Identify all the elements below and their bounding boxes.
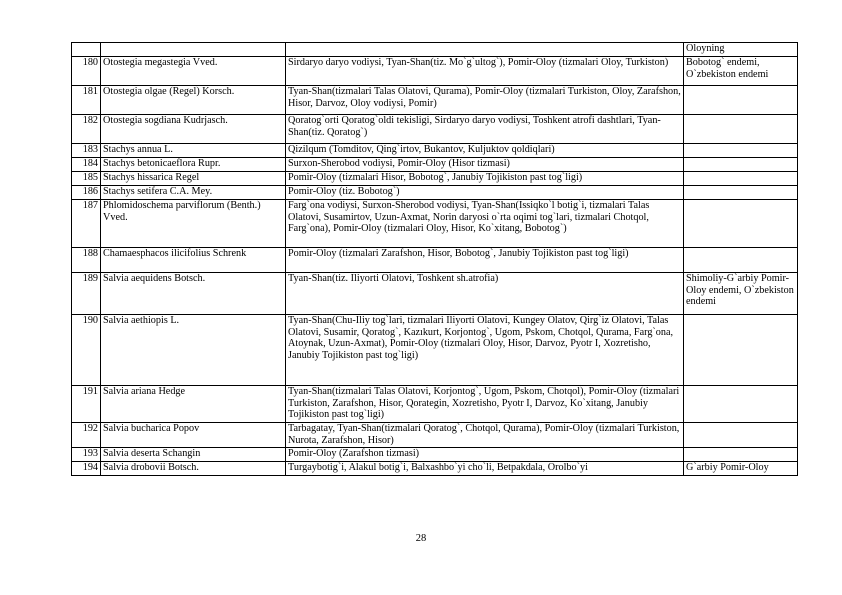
table-row <box>72 462 798 476</box>
distribution-cell: Tyan-Shan(Chu-Iliy tog`lari, tizmalari Iliyorti Olatovi, Kungey Olatov, Qirg`iz Olatovi, Talas Olatovi, Susamir, Qoratog`, Kazıkurt, Korjontog`, Ugom, Pskom, Chotqol, Qurama, Farg`ona, Atoynak, Uzun-Axmat), Pomir-Oloy (tizmalari Oloy, Hisor, Darvoz, Pyotr I, Xozretisho, Janubiy Tojikiston past tog`ligi) <box>286 315 684 386</box>
distribution-cell: Pomir-Oloy (tizmalari Hisor, Bobotog`, Janubiy Tojikiston past tog`ligi) <box>286 172 684 186</box>
table-row <box>72 115 798 144</box>
header-cell-note: Oloyning <box>684 43 798 57</box>
row-number-cell: 189 <box>72 273 101 315</box>
header-cell-distribution <box>286 43 684 57</box>
endemic-note-cell <box>684 248 798 273</box>
distribution-cell: Tyan-Shan(tiz. Iliyorti Olatovi, Toshkent sh.atrofia) <box>286 273 684 315</box>
table-row <box>72 144 798 158</box>
species-name-cell: Otostegia megastegia Vved. <box>101 57 286 86</box>
species-name-cell: Stachys annua L. <box>101 144 286 158</box>
distribution-cell: Surxon-Sherobod vodiysi, Pomir-Oloy (Hisor tizmasi) <box>286 158 684 172</box>
header-cell-number <box>72 43 101 57</box>
row-number-cell: 192 <box>72 423 101 448</box>
species-name-cell: Salvia ariana Hedge <box>101 386 286 423</box>
table-row <box>72 158 798 172</box>
table-row <box>72 315 798 386</box>
distribution-cell: Tyan-Shan(tizmalari Talas Olatovi, Korjontog`, Ugom, Pskom, Chotqol), Pomir-Oloy (tizmalari Turkiston, Zarafshon, Hisor, Qorategin, Xozretisho, Pyotr I, Darvoz, Ko`xitang, Janubiy Tojikiston past tog`ligi) <box>286 386 684 423</box>
distribution-cell: Tarbagatay, Tyan-Shan(tizmalari Qoratog`, Chotqol, Qurama), Pomir-Oloy (tizmalari Turkiston, Nurota, Zarafshon, Hisor) <box>286 423 684 448</box>
table-row <box>72 200 798 248</box>
species-name-cell: Salvia deserta Schangin <box>101 448 286 462</box>
species-table <box>71 42 798 476</box>
row-number-cell: 194 <box>72 462 101 476</box>
table-row <box>72 273 798 315</box>
row-number-cell: 185 <box>72 172 101 186</box>
row-number-cell: 180 <box>72 57 101 86</box>
row-number-cell: 193 <box>72 448 101 462</box>
distribution-cell: Tyan-Shan(tizmalari Talas Olatovi, Qurama), Pomir-Oloy (tizmalari Turkiston, Oloy, Zarafshon, Hisor, Darvoz, Oloy vodiysi, Pomir) <box>286 86 684 115</box>
row-number-cell: 188 <box>72 248 101 273</box>
distribution-cell: Qoratog`orti Qoratog`oldi tekisligi, Sirdaryo daryo vodiysi, Toshkent atrofi dashtlari, Tyan-Shan(tiz. Qoratog`) <box>286 115 684 144</box>
endemic-note-cell: Bobotog` endemi, O`zbekiston endemi <box>684 57 798 86</box>
endemic-note-cell <box>684 315 798 386</box>
species-name-cell: Salvia aequidens Botsch. <box>101 273 286 315</box>
endemic-note-cell <box>684 158 798 172</box>
distribution-cell: Turgaybotig`i, Alakul botig`i, Balxashbo`yi cho`li, Betpakdala, Orolbo`yi <box>286 462 684 476</box>
endemic-note-cell <box>684 172 798 186</box>
header-cell-species <box>101 43 286 57</box>
distribution-cell: Pomir-Oloy (tizmalari Zarafshon, Hisor, Bobotog`, Janubiy Tojikiston past tog`ligi) <box>286 248 684 273</box>
endemic-note-cell <box>684 200 798 248</box>
table-row <box>72 386 798 423</box>
endemic-note-cell <box>684 423 798 448</box>
row-number-cell: 184 <box>72 158 101 172</box>
table-row <box>72 57 798 86</box>
endemic-note-cell <box>684 386 798 423</box>
table-header-row <box>72 43 798 57</box>
table-row <box>72 423 798 448</box>
endemic-note-cell <box>684 186 798 200</box>
species-name-cell: Chamaesphacos ilicifolius Schrenk <box>101 248 286 273</box>
table-row <box>72 248 798 273</box>
species-name-cell: Salvia drobovii Botsch. <box>101 462 286 476</box>
species-name-cell: Otostegia olgae (Regel) Korsch. <box>101 86 286 115</box>
species-name-cell: Stachys betonicaeflora Rupr. <box>101 158 286 172</box>
endemic-note-cell <box>684 115 798 144</box>
distribution-cell: Sirdaryo daryo vodiysi, Tyan-Shan(tiz. Mo`g`ultog`), Pomir-Oloy (tizmalari Oloy, Turkiston) <box>286 57 684 86</box>
species-name-cell: Salvia aethiopis L. <box>101 315 286 386</box>
endemic-note-cell <box>684 86 798 115</box>
row-number-cell: 183 <box>72 144 101 158</box>
table-row <box>72 186 798 200</box>
table-body <box>72 43 798 476</box>
table-row <box>72 448 798 462</box>
species-name-cell: Stachys hissarica Regel <box>101 172 286 186</box>
page-number: 28 <box>415 533 427 544</box>
row-number-cell: 190 <box>72 315 101 386</box>
endemic-note-cell: Shimoliy-G`arbiy Pomir-Oloy endemi, O`zbekiston endemi <box>684 273 798 315</box>
distribution-cell: Pomir-Oloy (Zarafshon tizmasi) <box>286 448 684 462</box>
distribution-cell: Farg`ona vodiysi, Surxon-Sherobod vodiysi, Tyan-Shan(Issiqko`l botig`i, tizmalari Talas Olatovi, Susamirtov, Uzun-Axmat, Norin daryosi o`rta oqimi tog`lari, tizmalari Chotqol, Farg`ona), Pomir-Oloy (tizmalari Oloy, Hisor, Ko`xitang, Bobotog`) <box>286 200 684 248</box>
species-name-cell: Phlomidoschema parviflorum (Benth.) Vved. <box>101 200 286 248</box>
distribution-cell: Qizilqum (Tomditov, Qing`irtov, Bukantov, Kuljuktov qoldiqlari) <box>286 144 684 158</box>
endemic-note-cell: G`arbiy Pomir-Oloy <box>684 462 798 476</box>
endemic-note-cell <box>684 448 798 462</box>
distribution-cell: Pomir-Oloy (tiz. Bobotog`) <box>286 186 684 200</box>
species-name-cell: Otostegia sogdiana Kudrjasch. <box>101 115 286 144</box>
table-row <box>72 172 798 186</box>
row-number-cell: 191 <box>72 386 101 423</box>
table-row <box>72 86 798 115</box>
row-number-cell: 182 <box>72 115 101 144</box>
species-name-cell: Salvia bucharica Popov <box>101 423 286 448</box>
endemic-note-cell <box>684 144 798 158</box>
row-number-cell: 187 <box>72 200 101 248</box>
row-number-cell: 186 <box>72 186 101 200</box>
species-name-cell: Stachys setifera C.A. Mey. <box>101 186 286 200</box>
row-number-cell: 181 <box>72 86 101 115</box>
